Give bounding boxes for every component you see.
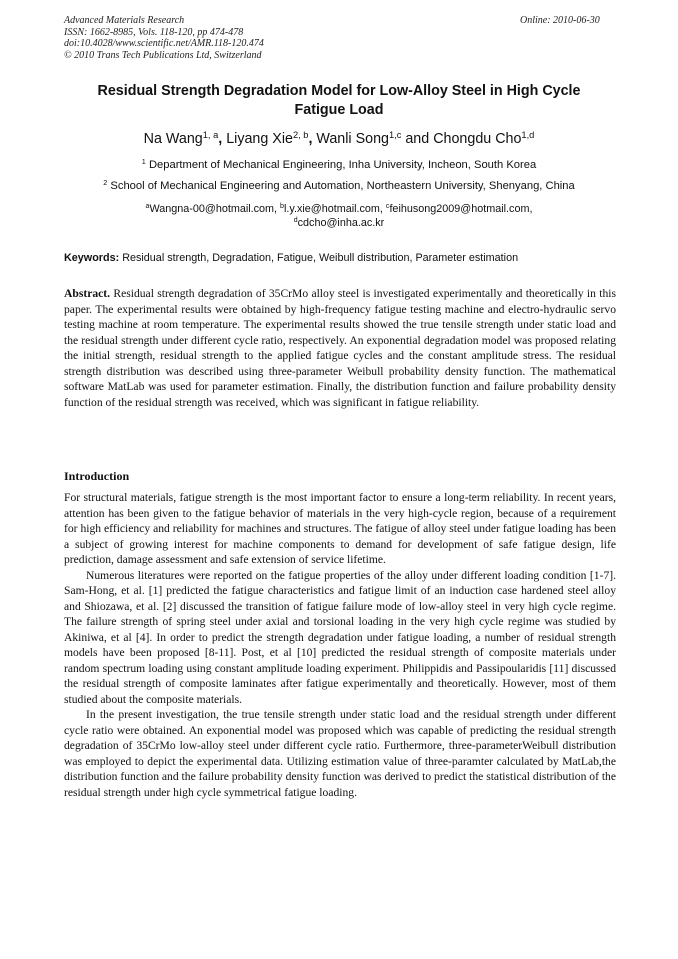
introduction-body <box>64 490 616 800</box>
email-superscript: c <box>385 203 390 211</box>
title-line-1: Residual Strength Degradation Model for Low-Alloy Steel in High Cycle <box>97 83 581 99</box>
paragraph: Numerous literatures were reported on the fatigue properties of the alloy under different loading condition [1-7]. Sam-Hong, et al. [1] predicted the fatigue characteristics and fatigue limit of an induction case hardened steel alloy and Shiozawa, et al. [2] discussed the transition of fatigue failure mode of low-alloy steel in very high cycle regime. The failure strength of spring steel under axial and torsional loading in the very high cycle regime was studied by Akiniwa, et al [4]. In order to predict the strength degradation under fatigue loading, a number of residual strength models have been proposed [8-11]. Post, et al [10] predicted the residual strength of composite materials under random spectrum loading using constant amplitude loading experiment. Philippidis and Passipoularidis [11] discussed the residual strength of composite laminates after fatigue experimentally and theoretically. However, most of them studied about the composite materials. <box>64 568 616 706</box>
doi-line: doi:10.4028/www.scientific.net/AMR.118-120.474 <box>64 38 264 50</box>
section-heading-introduction: Introduction <box>64 469 130 483</box>
email-address: feihusong2009@hotmail.com, <box>389 203 533 215</box>
author-superscript: 1,d <box>521 129 535 140</box>
author-conjunction: and <box>401 131 434 147</box>
issn-line: ISSN: 1662-8985, Vols. 118-120, pp 474-478 <box>64 26 244 38</box>
keywords <box>64 251 616 265</box>
journal-header <box>64 15 264 61</box>
affiliation-number: 2 <box>103 178 108 187</box>
paper-title <box>60 82 618 120</box>
abstract <box>64 286 616 410</box>
email-address: l.y.xie@hotmail.com, <box>283 203 386 215</box>
abstract-text: Residual strength degradation of 35CrMo alloy steel is investigated experimentally and theoretically in this paper. The experimental results were obtained by high-frequency fatigue testing machine and electro-hydraulic servo testing machine at room temperature. The experimental results showed the true tensile strength under static load and the residual strength under different cycle ratio, respectively. An exponential degradation model was proposed relating the initial strength, residual strength to the applied fatigue cycles and the constant amplitude stress. The residual strength distribution was described using three-parameter Weibull probability density function. The mathematical software MatLab was used for parameter estimation. Finally, the distribution function and failure probability density function of the residual strength was received, which was significant in fatigue reliability. <box>64 287 616 409</box>
author-superscript: 2, b <box>292 129 309 140</box>
author-name: Chongdu Cho <box>433 131 522 147</box>
author-superscript: 1,c <box>388 129 402 140</box>
email-superscript: b <box>280 203 284 211</box>
email-address: Wangna-00@hotmail.com, <box>149 203 281 215</box>
abstract-label: Abstract. <box>64 287 111 300</box>
affiliation-number: 1 <box>141 157 146 166</box>
email-superscript: a <box>145 203 150 211</box>
affiliation-text: Department of Mechanical Engineering, Inha University, Incheon, South Korea <box>145 159 537 171</box>
email-superscript: d <box>293 217 298 225</box>
author-name: Na Wang <box>143 131 203 147</box>
paragraph: For structural materials, fatigue strength is the most important factor to ensure a long-term reliability. In recent years, attention has been given to the fatigue behavior of materials in the very high-cycle region, because of a requirement for high efficiency and reliability for machines and structures. The fatigue of alloy steel under fatigue loading has been a subject of growing interest for machine components to demand for development of safe fatigue design, life prediction, damage assessment and safe extension of service lifetime. <box>64 491 616 566</box>
copyright-line: © 2010 Trans Tech Publications Ltd, Switzerland <box>64 49 262 61</box>
affiliation-1 <box>40 158 638 172</box>
author-superscript: 1, a <box>202 129 219 140</box>
author-name: Wanli Song <box>316 131 389 147</box>
email-address: cdcho@inha.ac.kr <box>297 217 385 229</box>
keywords-text: Residual strength, Degradation, Fatigue, Weibull distribution, Parameter estimation <box>119 252 519 264</box>
title-line-2: Fatigue Load <box>294 102 384 118</box>
paragraph: In the present investigation, the true tensile strength under static load and the residual strength under different cycle ratio were obtained. An exponential model was proposed which was capable of predicting the residual strength degradation of 35CrMo low-alloy steel under different cycle ratio. Furthermore, three-parameterWeibull distribution was employed to depict the experimental data. Utilizing estimation value of three-paramter calculated by MatLab,the distribution function and the failure probability density function was derived to predict the statistical distribution of the residual strength under high cycle symmetrical fatigue loading. <box>64 708 616 799</box>
journal-name: Advanced Materials Research <box>64 15 185 26</box>
author-emails <box>60 202 618 230</box>
affiliation-2 <box>40 179 638 193</box>
keywords-label: Keywords: <box>64 252 120 264</box>
author-list: Na Wang$^{1, a}$, Liyang Xie$^{2, b}$, Wanli Song$^{1,c}$ and Chongdu Cho$^{1,d}$ <box>143 129 535 147</box>
online-date: Online: 2010-06-30 <box>520 15 600 26</box>
affiliation-text: School of Mechanical Engineering and Automation, Northeastern University, Shenyang, China <box>107 180 575 192</box>
author-name: Liyang Xie <box>226 131 293 147</box>
